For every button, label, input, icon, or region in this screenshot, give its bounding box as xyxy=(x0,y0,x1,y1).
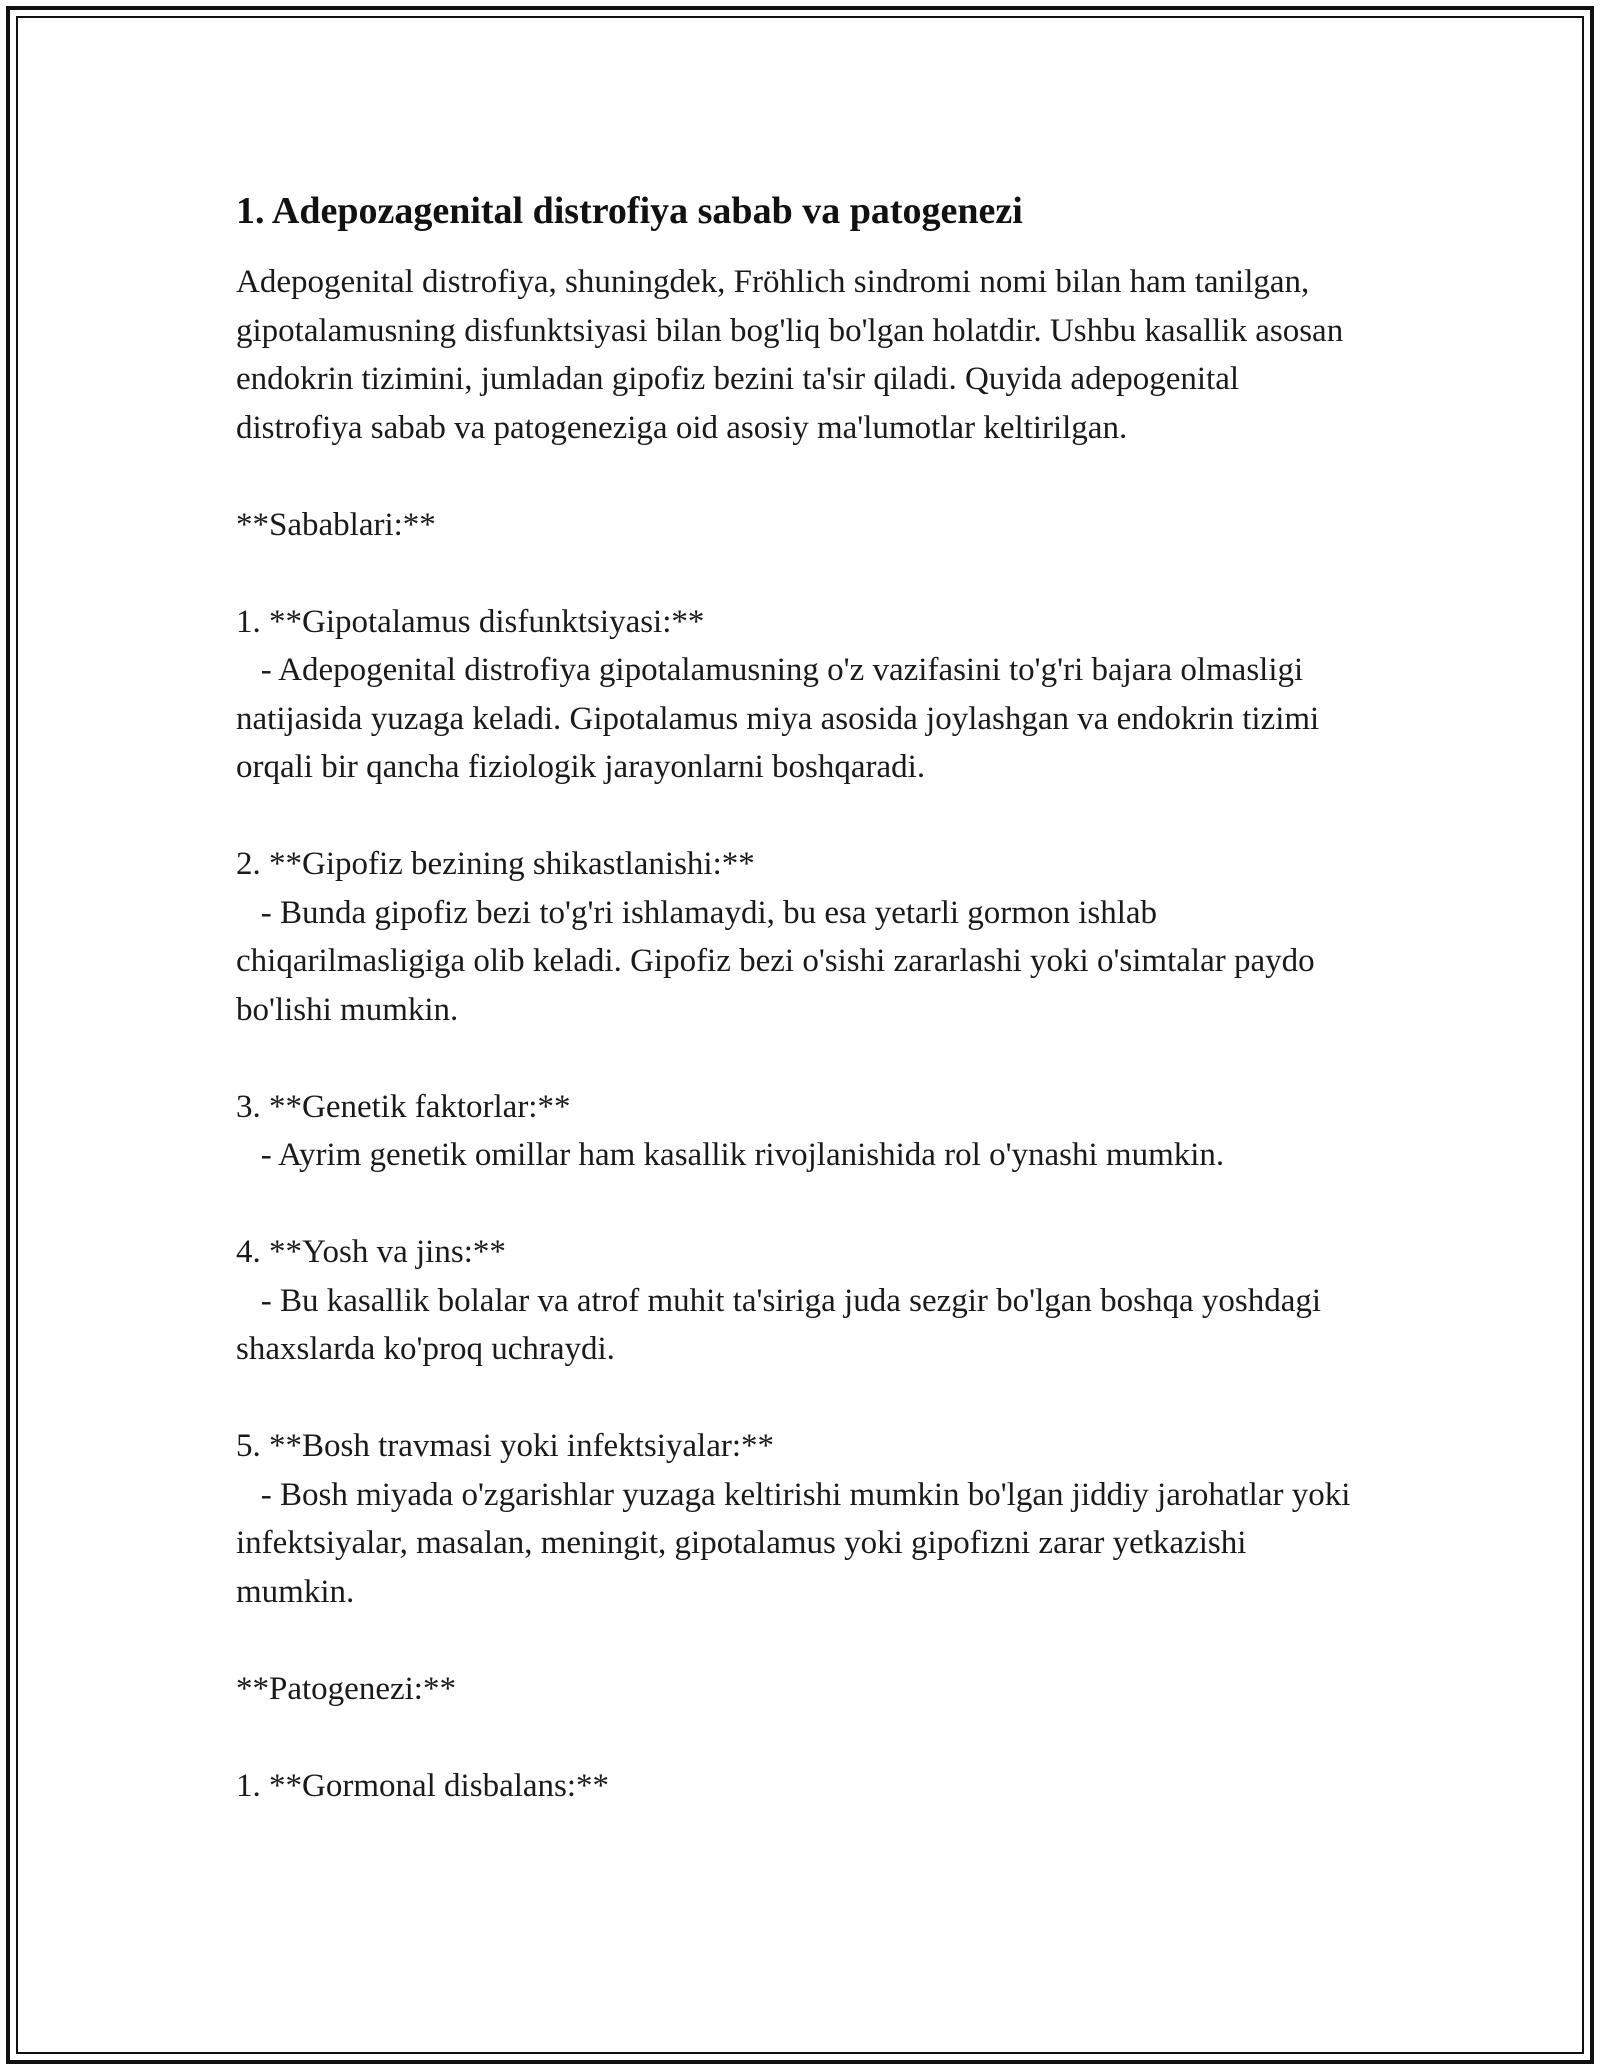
document-body xyxy=(236,186,1366,1810)
document-title: 1. Adepozagenital distrofiya sabab va patogenezi xyxy=(236,190,1023,232)
cause-1-heading: 1. **Gipotalamus disfunktsiyasi:** xyxy=(236,603,705,640)
cause-3-text: - Ayrim genetik omillar ham kasallik rivojlanishida rol o'ynashi mumkin. xyxy=(236,1137,1225,1173)
cause-3-heading: 3. **Genetik faktorlar:** xyxy=(236,1088,571,1125)
pathogenesis-1-heading: 1. **Gormonal disbalans:** xyxy=(236,1767,610,1804)
cause-4-heading: 4. **Yosh va jins:** xyxy=(236,1234,506,1270)
cause-2-text: - Bunda gipofiz bezi to'g'ri ishlamaydi, bu esa yetarli gormon ishlab chiqarilmasligiga olib keladi. Gipofiz bezi o'sishi zararlashi yoki o'simtalar paydo bo'lishi mumkin. xyxy=(236,894,1323,1028)
pathogenesis-heading: **Patogenezi:** xyxy=(236,1670,456,1707)
cause-2-heading: 2. **Gipofiz bezining shikastlanishi:** xyxy=(236,846,755,882)
causes-heading: **Sabablari:** xyxy=(236,506,436,543)
cause-4-text: - Bu kasallik bolalar va atrof muhit ta'siriga juda sezgir bo'lgan boshqa yoshdagi shaxslarda ko'proq uchraydi. xyxy=(236,1282,1330,1367)
cause-5-heading: 5. **Bosh travmasi yoki infektsiyalar:** xyxy=(236,1428,775,1464)
cause-5-text: - Bosh miyada o'zgarishlar yuzaga keltirishi mumkin bo'lgan jiddiy jarohatlar yoki infektsiyalar, masalan, meningit, gipotalamus yoki gipofizni zarar yetkazishi mumkin. xyxy=(236,1476,1359,1610)
intro-paragraph: Adepogenital distrofiya, shuningdek, Fröhlich sindromi nomi bilan ham tanilgan, gipotalamusning disfunktsiyasi bilan bog'liq bo'lgan holatdir. Ushbu kasallik asosan endokrin tizimini, jumladan gipofiz bezini ta'sir qiladi. Quyida adepogenital distrofiya sabab va patogeneziga oid asosiy ma'lumotlar keltirilgan. xyxy=(236,264,1352,446)
cause-1-text: - Adepogenital distrofiya gipotalamusning o'z vazifasini to'g'ri bajara olmasligi natijasida yuzaga keladi. Gipotalamus miya asosida joylashgan va endokrin tizimi orqali bir qancha fiziologik jarayonlarni boshqaradi. xyxy=(236,652,1328,785)
